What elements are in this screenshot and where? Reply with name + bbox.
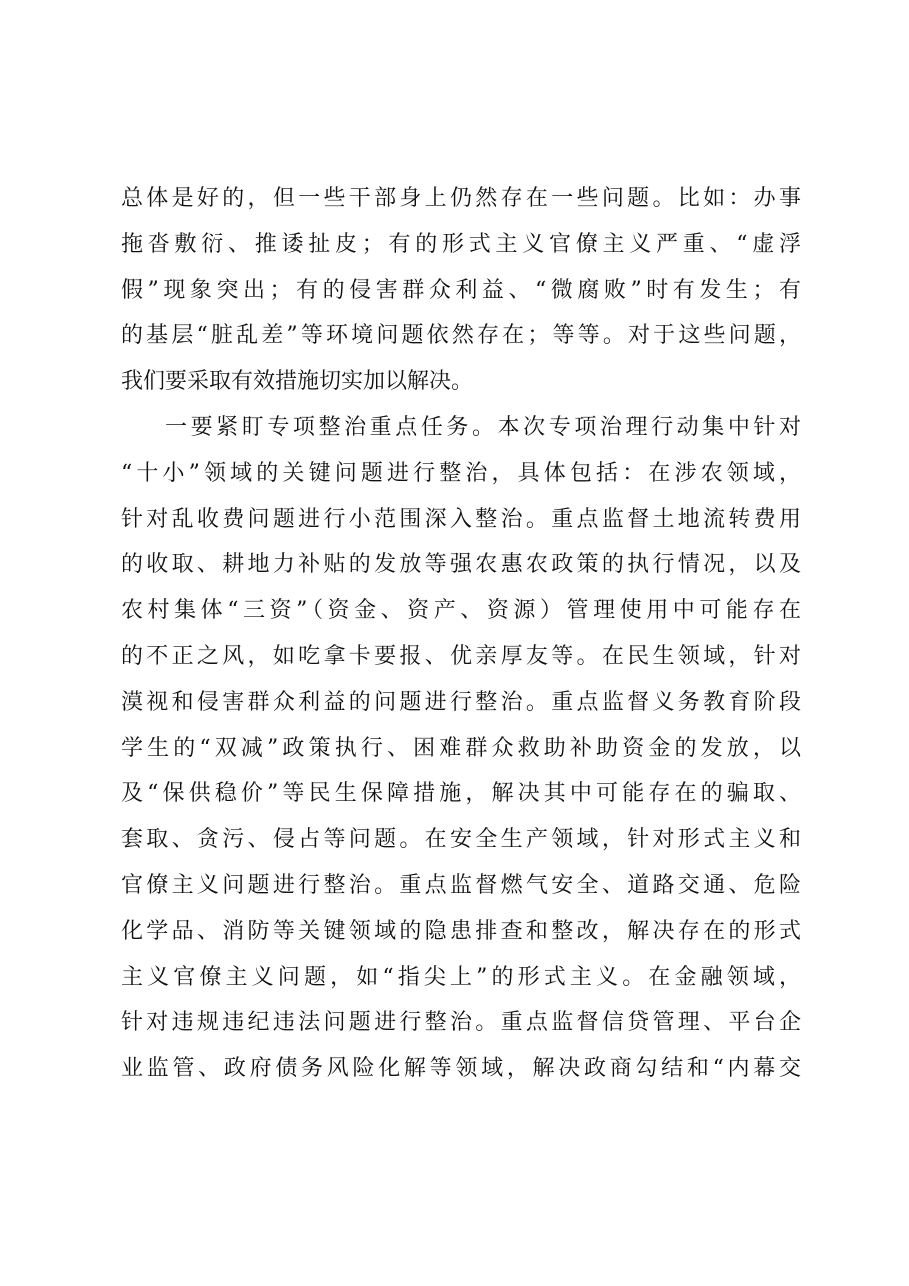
text-line: 及“保供稳价”等民生保障措施，解决其中可能存在的骗取、: [121, 781, 801, 807]
text-line: 总体是好的，但一些干部身上仍然存在一些问题。比如：办事: [121, 186, 801, 211]
text-line: 拖沓敷衍、推诿扯皮；有的形式主义官僚主义严重、“虚浮: [121, 231, 801, 257]
text-line: 化学品、消防等关键领域的隐患排查和整改，解决存在的形式: [121, 918, 801, 944]
text-line: 的基层“脏乱差”等环境问题依然存在；等等。对于这些问题，: [121, 323, 801, 349]
text-line: 假”现象突出；有的侵害群众利益、“微腐败”时有发生；有: [121, 277, 801, 303]
text-line: 我们要采取有效措施切实加以解决。: [121, 369, 474, 395]
text-line: 主义官僚主义问题，如“指尖上”的形式主义。在金融领域，: [121, 964, 801, 990]
text-line: 的不正之风，如吃拿卡要报、优亲厚友等。在民生领域，针对: [121, 643, 801, 669]
text-line: 农村集体“三资”（资金、资产、资源）管理使用中可能存在: [121, 598, 801, 624]
text-line: 针对乱收费问题进行小范围深入整治。重点监督土地流转费用: [121, 506, 801, 532]
text-line: 套取、贪污、侵占等问题。在安全生产领域，针对形式主义和: [121, 827, 801, 853]
body-text: [121, 176, 801, 1092]
text-line: “十小”领域的关键问题进行整治，具体包括：在涉农领域，: [121, 460, 801, 486]
text-line: 漠视和侵害群众利益的问题进行整治。重点监督义务教育阶段: [121, 689, 801, 715]
text-line: 业监管、政府债务风险化解等领域，解决政商勾结和“内幕交: [121, 1056, 801, 1082]
text-line: 针对违规违纪违法问题进行整治。重点监督信贷管理、平台企: [121, 1010, 801, 1036]
text-line: 官僚主义问题进行整治。重点监督燃气安全、道路交通、危险: [121, 872, 801, 898]
text-line: 的收取、耕地力补贴的发放等强农惠农政策的执行情况，以及: [121, 552, 801, 578]
text-line: 学生的“双减”政策执行、困难群众救助补助资金的发放，以: [121, 735, 801, 761]
text-line: 一要紧盯专项整治重点任务。本次专项治理行动集中针对: [165, 414, 801, 440]
